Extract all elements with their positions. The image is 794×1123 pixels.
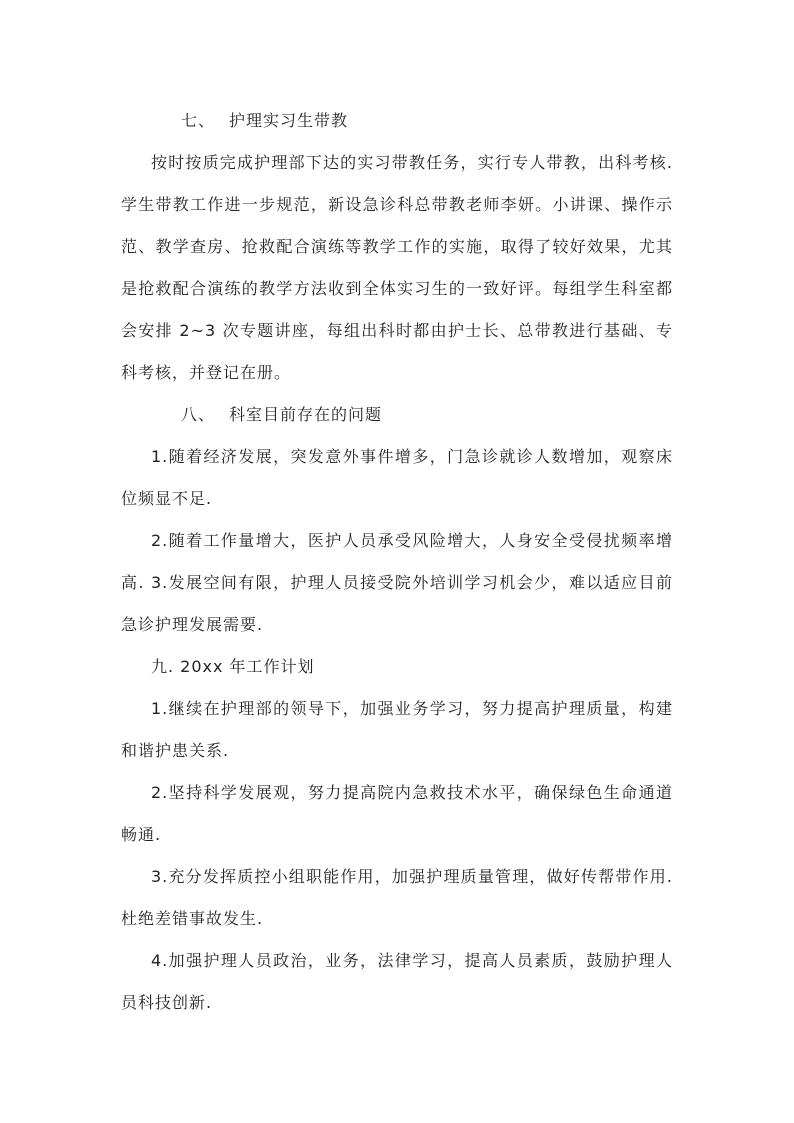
section-9-item-1: 1.继续在护理部的领导下，加强业务学习，努力提高护理质量，构建和谐护患关系. <box>121 699 673 760</box>
section-8-heading <box>121 394 673 436</box>
section-7-title: 护理实习生带教 <box>229 111 349 130</box>
section-7-heading <box>121 100 673 142</box>
section-9-item-3: 3.充分发挥质控小组职能作用，加强护理质量管理，做好传帮带作用.杜绝差错事故发生. <box>121 867 673 928</box>
section-7-number: 七、 <box>181 111 216 130</box>
section-8-title: 科室目前存在的问题 <box>229 405 383 424</box>
document-body <box>121 100 673 1024</box>
section-9-item-4: 4.加强护理人员政治，业务，法律学习，提高人员素质，鼓励护理人员科技创新. <box>121 951 673 1012</box>
section-8-number: 八、 <box>181 405 216 424</box>
section-9-heading: 九. 20xx 年工作计划 <box>151 657 315 676</box>
section-8-item-2: 2.随着工作量增大，医护人员承受风险增大，人身安全受侵扰频率增高. 3.发展空间有限，护理人员接受院外培训学习机会少，难以适应目前急诊护理发展需要. <box>121 531 673 634</box>
section-7-paragraph: 按时按质完成护理部下达的实习带教任务，实行专人带教，出科考核.学生带教工作进一步规范，新设急诊科总带教老师李妍。小讲课、操作示范、教学查房、抢救配合演练等教学工作的实施，取得了较好效果，尤其是抢救配合演练的教学方法收到全体实习生的一致好评。每组学生科室都会安排 2~3 次专题讲座，每组出科时都由护士长、总带教进行基础、专科考核，并登记在册。 <box>121 153 673 382</box>
section-8-item-1: 1.随着经济发展，突发意外事件增多，门急诊就诊人数增加，观察床位频显不足. <box>121 447 673 508</box>
section-9-item-2: 2.坚持科学发展观，努力提高院内急救技术水平，确保绿色生命通道畅通. <box>121 783 673 844</box>
